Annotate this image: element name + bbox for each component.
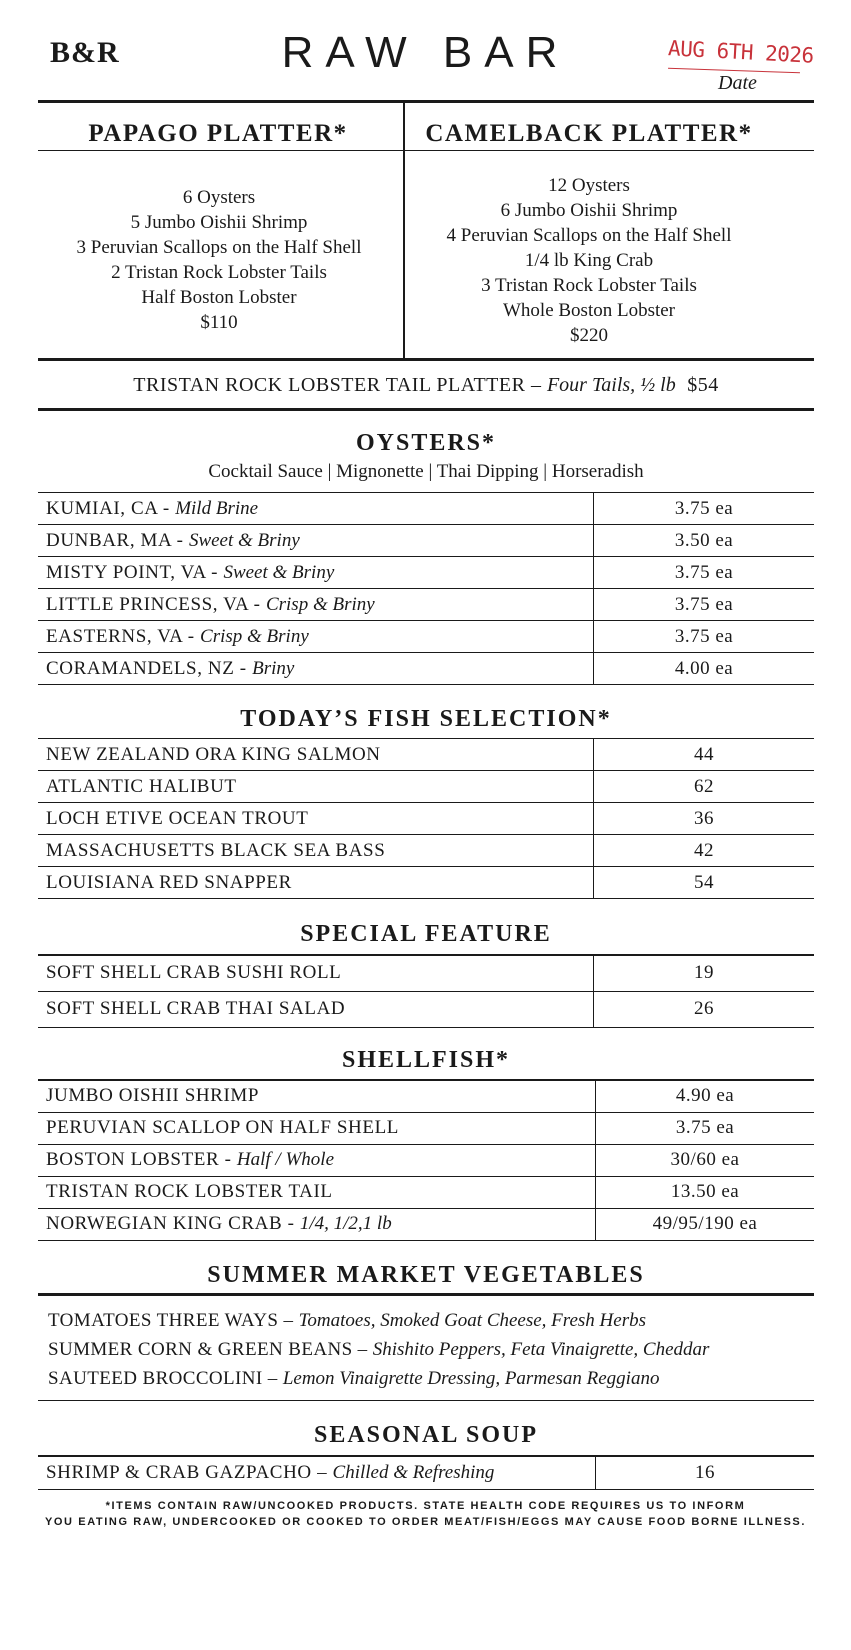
page-title: RAW BAR bbox=[281, 28, 570, 77]
table-row bbox=[38, 955, 814, 991]
fish-table bbox=[38, 738, 814, 899]
special-table bbox=[38, 954, 814, 1028]
item-price: 54 bbox=[594, 867, 815, 899]
table-row bbox=[38, 991, 814, 1027]
item-price: 3.75 ea bbox=[594, 493, 815, 525]
item-desc: Crisp & Briny bbox=[200, 625, 309, 647]
item-price: 62 bbox=[594, 771, 815, 803]
item-name: SOFT SHELL CRAB THAI SALAD bbox=[38, 991, 594, 1027]
item-label: KUMIAI, CA - bbox=[46, 497, 170, 519]
table-row bbox=[38, 653, 814, 685]
table-row bbox=[38, 1112, 814, 1144]
platter-price: $110 bbox=[200, 312, 238, 333]
item-name bbox=[38, 525, 594, 557]
platter-item: Half Boston Lobster bbox=[141, 287, 297, 308]
item-price: 36 bbox=[594, 803, 815, 835]
tail-platter-price: $54 bbox=[687, 374, 719, 396]
platter-price: $220 bbox=[570, 325, 608, 346]
platter-item: 1/4 lb King Crab bbox=[524, 250, 654, 271]
item-label: BOSTON LOBSTER - bbox=[46, 1149, 232, 1170]
item-name bbox=[38, 1080, 596, 1112]
health-disclaimer bbox=[0, 1498, 851, 1530]
platter-item: Whole Boston Lobster bbox=[502, 300, 676, 321]
item-desc: Half / Whole bbox=[236, 1149, 335, 1170]
item-name: LOUISIANA RED SNAPPER bbox=[38, 867, 594, 899]
item-name bbox=[38, 1208, 596, 1240]
item-desc: 1/4, 1/2,1 lb bbox=[299, 1213, 392, 1234]
list-item bbox=[48, 1364, 709, 1393]
item-label: EASTERNS, VA - bbox=[46, 625, 195, 647]
item-label: SUMMER CORN & GREEN BEANS – bbox=[48, 1339, 368, 1360]
table-row bbox=[38, 589, 814, 621]
table-row bbox=[38, 1176, 814, 1208]
item-label: SHRIMP & CRAB GAZPACHO – bbox=[46, 1461, 328, 1483]
item-name bbox=[38, 1456, 596, 1489]
platter-item: 6 Jumbo Oishii Shrimp bbox=[500, 200, 678, 221]
item-price: 3.75 ea bbox=[596, 1112, 815, 1144]
item-name: SOFT SHELL CRAB SUSHI ROLL bbox=[38, 955, 594, 991]
section-title-special: SPECIAL FEATURE bbox=[300, 921, 552, 947]
item-price: 30/60 ea bbox=[596, 1144, 815, 1176]
divider bbox=[38, 358, 814, 361]
item-desc: Mild Brine bbox=[175, 497, 259, 519]
item-label: CORAMANDELS, NZ - bbox=[46, 657, 247, 679]
item-name bbox=[38, 557, 594, 589]
item-price: 3.75 ea bbox=[594, 589, 815, 621]
item-name bbox=[38, 493, 594, 525]
item-price: 3.50 ea bbox=[594, 525, 815, 557]
item-price: 3.75 ea bbox=[594, 621, 815, 653]
tail-platter-name: TRISTAN ROCK LOBSTER TAIL PLATTER – bbox=[133, 374, 542, 396]
item-name bbox=[38, 653, 594, 685]
section-title-shellfish: SHELLFISH* bbox=[341, 1047, 511, 1073]
item-label: TRISTAN ROCK LOBSTER TAIL bbox=[46, 1181, 333, 1202]
item-desc: Tomatoes, Smoked Goat Cheese, Fresh Herbs bbox=[298, 1310, 646, 1331]
tail-platter-line bbox=[38, 374, 814, 397]
item-name bbox=[38, 1112, 596, 1144]
table-row bbox=[38, 557, 814, 589]
table-row bbox=[38, 1144, 814, 1176]
platter-item: 3 Tristan Rock Lobster Tails bbox=[481, 275, 697, 296]
item-price: 42 bbox=[594, 835, 815, 867]
item-name: NEW ZEALAND ORA KING SALMON bbox=[38, 739, 594, 771]
section-title-oysters: OYSTERS* bbox=[355, 430, 497, 456]
item-price: 13.50 ea bbox=[596, 1176, 815, 1208]
item-name: MASSACHUSETTS BLACK SEA BASS bbox=[38, 835, 594, 867]
platter-item: 3 Peruvian Scallops on the Half Shell bbox=[76, 237, 362, 258]
item-price: 26 bbox=[594, 991, 815, 1027]
vegetables-list bbox=[48, 1306, 709, 1393]
section-title-soup: SEASONAL SOUP bbox=[313, 1422, 539, 1448]
soup-table bbox=[38, 1455, 814, 1490]
item-name bbox=[38, 1144, 596, 1176]
oyster-sauces: Cocktail Sauce | Mignonette | Thai Dipping | Horseradish bbox=[208, 461, 644, 482]
table-row bbox=[38, 621, 814, 653]
item-label: JUMBO OISHII SHRIMP bbox=[46, 1085, 260, 1107]
oysters-table bbox=[38, 492, 814, 685]
item-desc: Chilled & Refreshing bbox=[332, 1461, 495, 1483]
table-row bbox=[38, 867, 814, 899]
platter-item: 4 Peruvian Scallops on the Half Shell bbox=[446, 225, 732, 246]
item-desc: Lemon Vinaigrette Dressing, Parmesan Reggiano bbox=[282, 1368, 660, 1389]
table-row bbox=[38, 1208, 814, 1240]
item-price: 16 bbox=[596, 1456, 815, 1489]
date-stamp: AUG 6TH 2026 bbox=[667, 36, 815, 68]
section-title-fish: TODAY’S FISH SELECTION* bbox=[240, 706, 612, 732]
item-label: DUNBAR, MA - bbox=[46, 529, 184, 551]
date-label: Date bbox=[718, 72, 757, 94]
tail-platter-desc: Four Tails, ½ lb bbox=[546, 374, 676, 396]
section-title-vegetables: SUMMER MARKET VEGETABLES bbox=[207, 1262, 645, 1288]
table-row bbox=[38, 1080, 814, 1112]
item-name: ATLANTIC HALIBUT bbox=[38, 771, 594, 803]
item-price: 49/95/190 ea bbox=[596, 1208, 815, 1240]
platter-papago-items bbox=[24, 185, 414, 335]
item-desc: Briny bbox=[252, 657, 295, 679]
item-label: SAUTEED BROCCOLINI – bbox=[48, 1368, 278, 1389]
item-price: 4.00 ea bbox=[594, 653, 815, 685]
item-name bbox=[38, 1176, 596, 1208]
platter-title-camelback: CAMELBACK PLATTER* bbox=[425, 120, 753, 147]
table-row bbox=[38, 1456, 814, 1489]
table-row bbox=[38, 493, 814, 525]
logo: B&R bbox=[50, 36, 120, 69]
divider bbox=[38, 408, 814, 411]
divider bbox=[38, 1400, 814, 1401]
item-label: LITTLE PRINCESS, VA - bbox=[46, 593, 261, 615]
divider bbox=[38, 150, 814, 151]
platter-item: 6 Oysters bbox=[182, 187, 256, 208]
item-label: PERUVIAN SCALLOP ON HALF SHELL bbox=[46, 1117, 399, 1138]
divider bbox=[38, 1293, 814, 1296]
item-desc: Sweet & Briny bbox=[223, 561, 335, 583]
item-label: NORWEGIAN KING CRAB - bbox=[46, 1213, 295, 1234]
list-item bbox=[48, 1306, 709, 1335]
item-desc: Crisp & Briny bbox=[265, 593, 375, 615]
shellfish-table bbox=[38, 1079, 814, 1241]
item-name bbox=[38, 621, 594, 653]
item-name bbox=[38, 589, 594, 621]
item-price: 44 bbox=[594, 739, 815, 771]
table-row bbox=[38, 803, 814, 835]
platter-title-papago: PAPAGO PLATTER* bbox=[88, 120, 348, 147]
disclaimer-line: YOU EATING RAW, UNDERCOOKED OR COOKED TO ORDER MEAT/FISH/EGGS MAY CAUSE FOOD BORNE ILLNESS. bbox=[44, 1516, 807, 1528]
item-price: 19 bbox=[594, 955, 815, 991]
item-label: MISTY POINT, VA - bbox=[46, 561, 219, 583]
platter-item: 5 Jumbo Oishii Shrimp bbox=[130, 212, 308, 233]
divider bbox=[38, 100, 814, 103]
list-item bbox=[48, 1335, 709, 1364]
item-price: 4.90 ea bbox=[596, 1080, 815, 1112]
table-row bbox=[38, 771, 814, 803]
item-label: TOMATOES THREE WAYS – bbox=[48, 1310, 294, 1331]
item-desc: Shishito Peppers, Feta Vinaigrette, Cheddar bbox=[372, 1339, 710, 1360]
item-desc: Sweet & Briny bbox=[188, 529, 300, 551]
table-row bbox=[38, 835, 814, 867]
disclaimer-line: *ITEMS CONTAIN RAW/UNCOOKED PRODUCTS. STATE HEALTH CODE REQUIRES US TO INFORM bbox=[105, 1500, 746, 1512]
table-row bbox=[38, 525, 814, 557]
table-row bbox=[38, 739, 814, 771]
item-price: 3.75 ea bbox=[594, 557, 815, 589]
platter-camelback-items bbox=[395, 173, 783, 348]
platter-item: 2 Tristan Rock Lobster Tails bbox=[111, 262, 327, 283]
item-name: LOCH ETIVE OCEAN TROUT bbox=[38, 803, 594, 835]
platter-item: 12 Oysters bbox=[548, 175, 630, 196]
